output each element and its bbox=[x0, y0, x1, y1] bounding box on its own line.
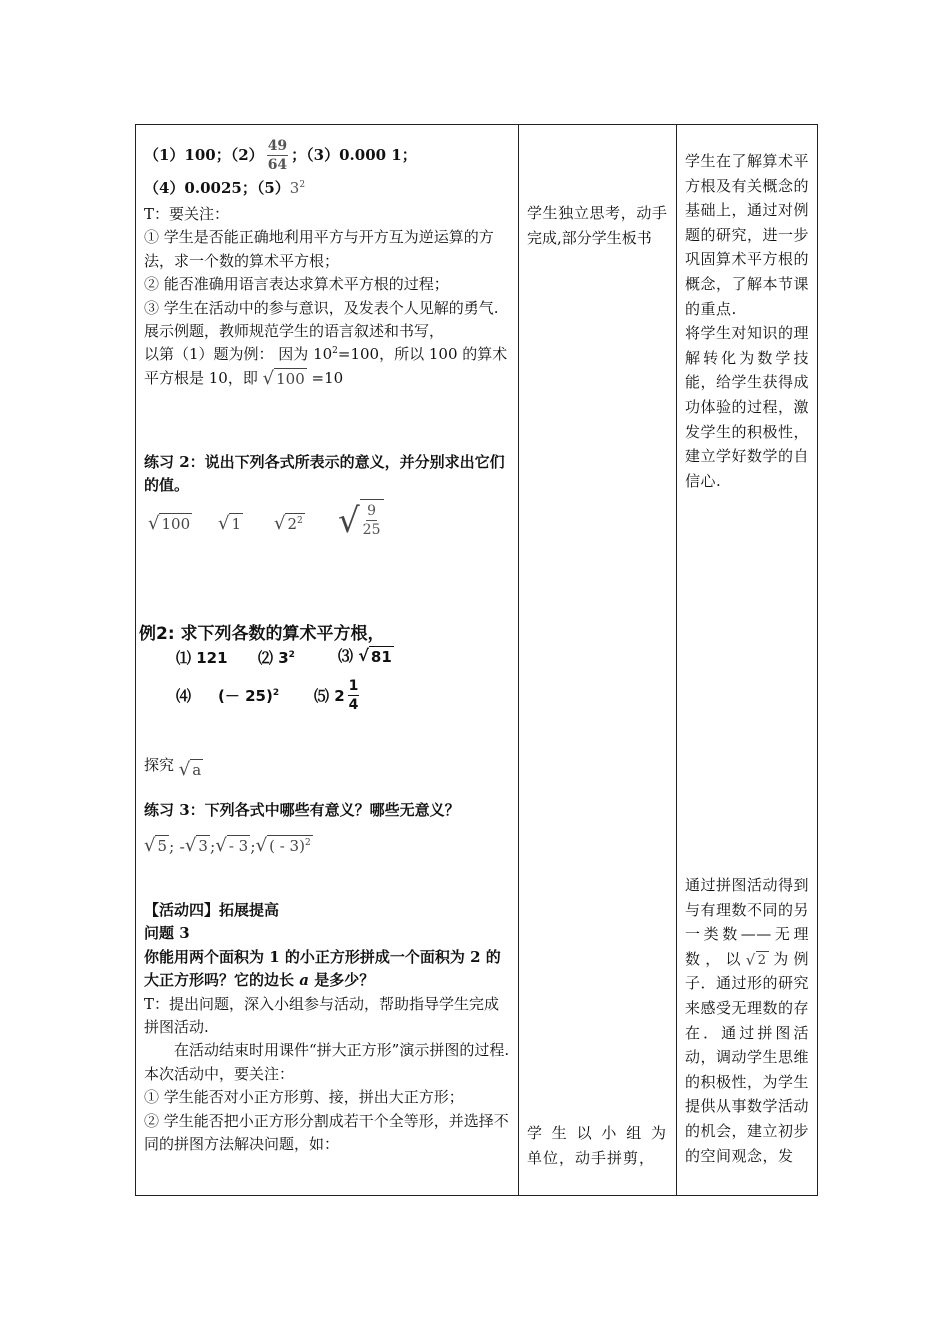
example-2-item-4: ⑷ bbox=[176, 687, 192, 705]
attention-item-1: ① 学生是否能正确地利用平方与开方互为逆运算的方法，求一个数的算术平方根； bbox=[144, 228, 494, 270]
attention-item-2: ② 能否准确用语言表达求算术平方根的过程； bbox=[144, 275, 449, 294]
answers-row-2 bbox=[144, 177, 305, 200]
courseware-text: 在活动结束时用课件“拼大正方形”演示拼图的过程. bbox=[174, 1041, 510, 1060]
example-2-title: 例2: 求下列各数的算术平方根， bbox=[139, 624, 385, 644]
activity-attention-2: ② 学生能否把小正方形分割成若干个全等形，并选择不同的拼图方法解决问题，如： bbox=[144, 1111, 509, 1154]
example-line-2: 平方根是 10，即 √ 100 =10 bbox=[144, 367, 344, 389]
sqrt-100-expr: √ 100 bbox=[148, 513, 191, 534]
sqrt-a-expr: √ a bbox=[178, 759, 202, 780]
sqrt-3-expr: √ 3 bbox=[184, 835, 208, 856]
attention-item-3: ③ 学生在活动中的参与意识，及发表个人见解的勇气. bbox=[144, 298, 499, 317]
design-intent-text-1: 学生在了解算术平方根及有关概念的基础上，通过对例题的研究，进一步巩固算术平方根的概念，了解本节课的重点. bbox=[685, 152, 810, 318]
example-2-item-2: ⑵ $3^2$ bbox=[258, 649, 295, 667]
explore-row bbox=[144, 751, 203, 781]
exercise-3-title: 练习 3：下列各式中哪些有意义？哪些无意义？ bbox=[144, 801, 460, 819]
sqrt-5-expr: √ 5 bbox=[144, 835, 168, 856]
exercise-2-title: 练习 2：说出下列各式所表示的意义，并分别求出它们的值。 bbox=[144, 453, 505, 495]
teaching-content-cell bbox=[136, 125, 519, 1196]
lesson-plan-table bbox=[135, 124, 818, 1196]
example-line-1: 以第（1）题为例： 因为 $10^2=100$，所以 100 的算术 bbox=[144, 345, 508, 364]
example-2-row-2 bbox=[176, 677, 506, 717]
sqrt-2-symbol: √ 2 bbox=[745, 950, 767, 969]
sqrt-100-symbol: √ 100 bbox=[262, 367, 305, 389]
sqrt-neg3-squared-expr: √ ( - 3)$^2$ bbox=[255, 835, 311, 856]
sqrt-neg3-expr: √ - 3 bbox=[215, 835, 249, 856]
explore-label: 探究 bbox=[144, 756, 175, 775]
teacher-prompt-q3: T：提出问题，深入小组参与活动，帮助指导学生完成拼图活动. bbox=[144, 994, 500, 1037]
exercise-3-expressions: √ 5 ; - √ 3 ; √ - 3 ; √ ( - 3)$^2$ bbox=[144, 835, 311, 856]
answers-text-2: ；（3）0.000 1； bbox=[291, 145, 417, 164]
design-intent-cell bbox=[677, 125, 818, 1196]
t-attention-label: T：要关注： bbox=[144, 205, 230, 223]
sqrt-9-25-expr: √ $\frac{9}{25}$ bbox=[338, 499, 384, 543]
design-intent-text-2: 将学生对知识的理解转化为数学技能，给学生获得成功体验的过程，激发学生的积极性，建立学好数学的自信心. bbox=[685, 324, 810, 490]
example-2-row-1 bbox=[176, 645, 506, 675]
sqrt-1-expr: √ 1 bbox=[218, 513, 242, 534]
design-intent-block-2 bbox=[685, 873, 809, 1168]
student-activity-text-1: 学生独立思考，动手完成,部分学生板书 bbox=[527, 204, 667, 247]
example-2-item-6: ⑸ 2 $\frac{1}{4}$ bbox=[314, 678, 359, 713]
student-activity-cell bbox=[519, 125, 677, 1196]
design-intent-text-3: 通过拼图活动得到与有理数不同的另一类数——无理数，以 √ 2 为例子．通过形的研究来感受无理数的存在．通过拼图活动，调动学生思维的积极性，为学生提供从事数学活动的机会，建立初步的空间观念，发 bbox=[685, 876, 810, 1165]
activity-attention-1: ① 学生能否对小正方形剪、接，拼出大正方形； bbox=[144, 1088, 464, 1107]
power-3-2: $3^2$ bbox=[289, 179, 306, 197]
activity-4-section bbox=[144, 899, 510, 1156]
teacher-notes bbox=[144, 203, 510, 390]
question-3-title: 问题 3 bbox=[144, 924, 190, 943]
show-example-text: 展示例题，教师规范学生的语言叙述和书写， bbox=[144, 322, 445, 341]
sqrt-2-squared-expr: √ $2^2$ bbox=[274, 513, 303, 534]
example-2-item-5: (－ 25)$^2$ bbox=[218, 687, 280, 705]
example-2-item-1: ⑴ 121 bbox=[176, 649, 228, 667]
exercise-2-expressions bbox=[148, 501, 508, 557]
example-2-item-3: ⑶ √ 81 bbox=[338, 646, 392, 666]
answers-row-1 bbox=[144, 137, 417, 174]
activity-4-title: 【活动四】拓展提高 bbox=[144, 901, 280, 919]
answers-text-3: （4）0.0025；（5） bbox=[144, 179, 290, 197]
student-activity-text-2: 学 生 以 小 组 为 单位，动手拼剪， bbox=[527, 1124, 667, 1167]
design-intent-block-1 bbox=[685, 149, 809, 493]
fraction-49-64: $\frac{49}{64}$ bbox=[267, 138, 288, 173]
question-3-body: 你能用两个面积为 1 的小正方形拼成一个面积为 2 的大正方形吗？它的边长 a 是多少？ bbox=[144, 947, 501, 990]
answers-text-1: （1）100；（2） bbox=[144, 145, 264, 164]
activity-attention-label: 本次活动中，要关注： bbox=[144, 1064, 295, 1083]
